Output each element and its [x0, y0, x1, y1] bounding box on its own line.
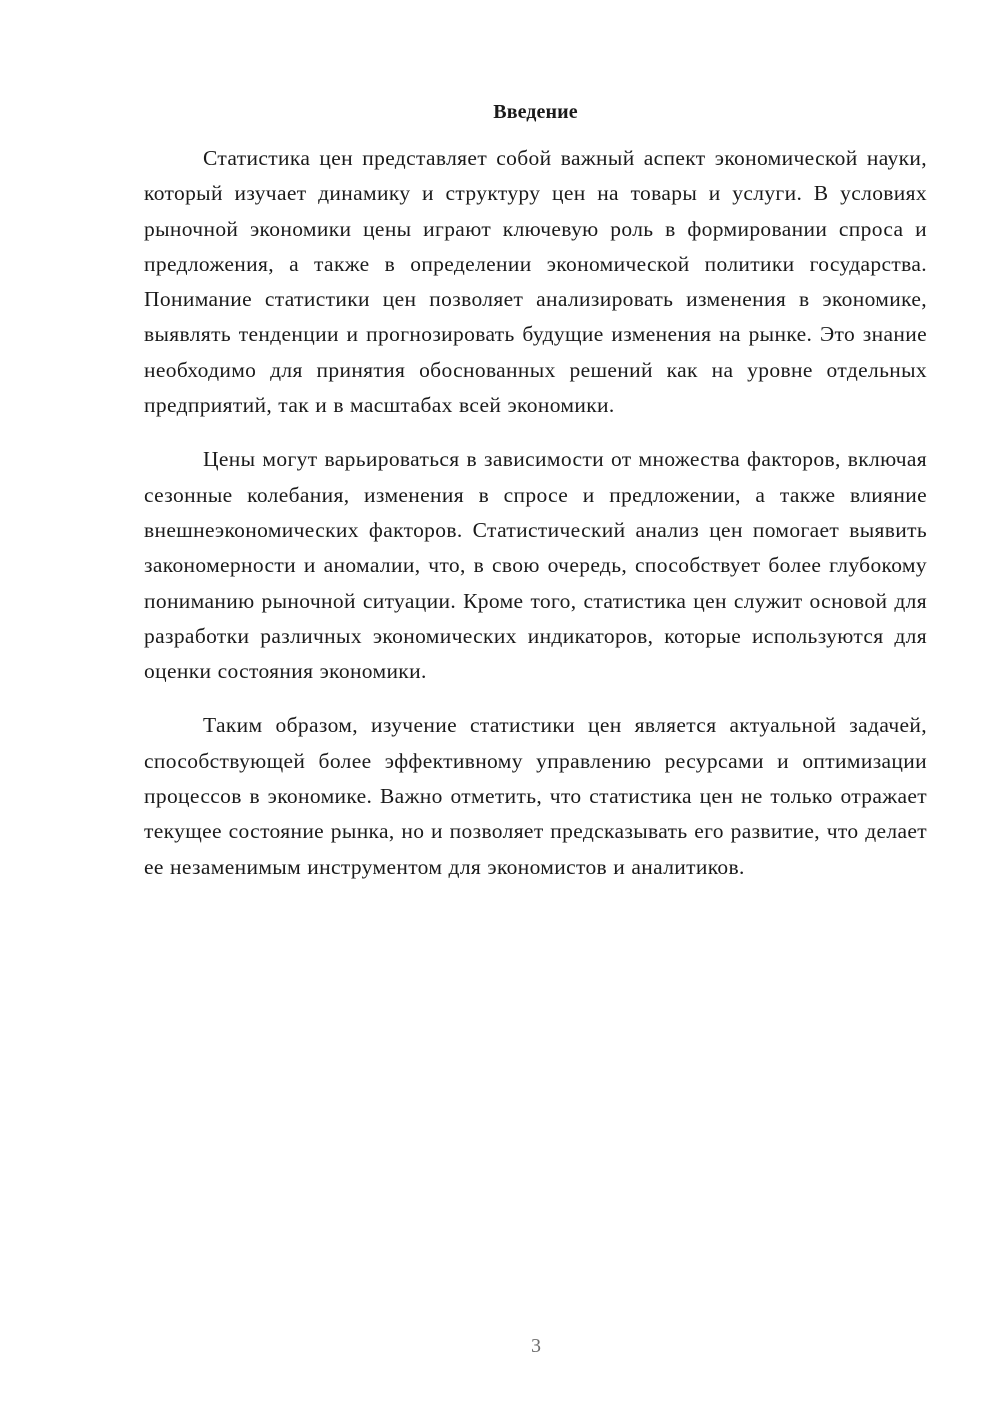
paragraph-2: Цены могут варьироваться в зависимости от множества факторов, включая сезонные колебания, изменения в спросе и предложении, а также влияние внешнеэкономических факторов. Статистический анализ цен помогает выявить закономерности и аномалии, что, в свою очередь, способствует более глубокому пониманию рыночной ситуации. Кроме того, статистика цен служит основой для разработки различных экономических индикаторов, которые используются для оценки состояния экономики. — [144, 447, 927, 684]
paragraph-1: Статистика цен представляет собой важный аспект экономической науки, который изучает динамику и структуру цен на товары и услуги. В условиях рыночной экономики цены играют ключевую роль в формировании спроса и предложения, а также в определении экономической политики государства. Понимание статистики цен позволяет анализировать изменения в экономике, выявлять тенденции и прогнозировать будущие изменения на рынке. Это знание необходимо для принятия обоснованных решений как на уровне отдельных предприятий, так и в масштабах всей экономики. — [144, 146, 927, 418]
section-title: Введение — [493, 101, 578, 123]
paragraph-3: Таким образом, изучение статистики цен является актуальной задачей, способствующей более эффективному управлению ресурсами и оптимизации процессов в экономике. Важно отметить, что статистика цен не только отражает текущее состояние рынка, но и позволяет предсказывать его развитие, что делает ее незаменимым инструментом для экономистов и аналитиков. — [144, 713, 927, 879]
page-number: 3 — [531, 1335, 541, 1357]
body-text — [144, 141, 927, 904]
